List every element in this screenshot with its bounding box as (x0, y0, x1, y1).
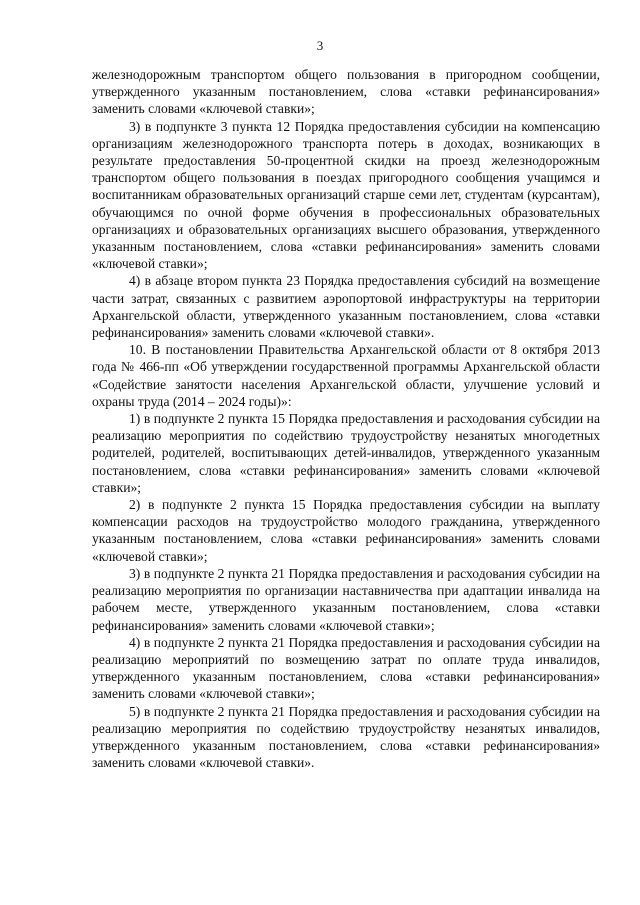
paragraph-item-3: 3) в подпункте 3 пункта 12 Порядка предоставления субсидии на компенсацию организациям железнодорожного транспорта потерь в доходах, возникающих в результате предоставления 50-процентной скидки на проезд железнодорожным транспортом общего пользования в поездах пригородного сообщения учащимся и воспитанникам образовательных организаций старше семи лет, студентам (курсантам), обучающимся по очной форме обучения в профессиональных образовательных организациях и образовательных организациях высшего образования, утвержденного указанным постановлением, слова «ставки рефинансирования» заменить словами «ключевой ставки»; (92, 118, 600, 272)
paragraph-subitem-1: 1) в подпункте 2 пункта 15 Порядка предоставления и расходования субсидии на реализацию мероприятия по содействию трудоустройству незанятых многодетных родителей, родителей, воспитывающих детей-инвалидов, утвержденного указанным постановлением, слова «ставки рефинансирования» заменить словами «ключевой ставки»; (92, 411, 600, 495)
paragraph-subitem-5: 5) в подпункте 2 пункта 21 Порядка предоставления и расходования субсидии на реализацию мероприятия по содействию трудоустройству незанятых инвалидов, утвержденного указанным постановлением, слова «ставки рефинансирования» заменить словами «ключевой ставки». (92, 703, 600, 771)
paragraph-subitem-2: 2) в подпункте 2 пункта 15 Порядка предоставления субсидии на выплату компенсации расходов на трудоустройство молодого гражданина, утвержденного указанным постановлением, слова «ставки рефинансирования» заменить словами «ключевой ставки»; (92, 497, 600, 564)
paragraph-subitem-4: 4) в подпункте 2 пункта 21 Порядка предоставления и расходования субсидии на реализацию мероприятий по возмещению затрат по оплате труда инвалидов, утвержденного указанным постановлением, слова «ставки рефинансирования» заменить словами «ключевой ставки»; (92, 634, 600, 702)
paragraph-continuation: железнодорожным транспортом общего пользования в пригородном сообщении, утвержденного указанным постановлением, слова «ставки рефинансирования» заменить словами «ключевой ставки»; (92, 67, 600, 117)
document-body (92, 66, 600, 771)
paragraph-item-4: 4) в абзаце втором пункта 23 Порядка предоставления субсидий на возмещение части затрат, связанных с развитием аэропортовой инфраструктуры на территории Архангельской области, утвержденного указанным постановлением, слова «ставки рефинансирования» заменить словами «ключевой ставки». (92, 273, 600, 341)
page-number: 3 (316, 38, 324, 53)
paragraph-subitem-3: 3) в подпункте 2 пункта 21 Порядка предоставления и расходования субсидии на реализацию мероприятия по организации наставничества при адаптации инвалида на рабочем месте, утвержденного указанным постановлением, слова «ставки рефинансирования» заменить словами «ключевой ставки»; (92, 565, 600, 633)
paragraph-section-10: 10. В постановлении Правительства Архангельской области от 8 октября 2013 года № 466-пп «Об утверждении государственной программы Архангельской области «Содействие занятости населения Архангельской области, улучшение условий и охраны труда (2014 – 2024 годы)»: (92, 342, 600, 409)
